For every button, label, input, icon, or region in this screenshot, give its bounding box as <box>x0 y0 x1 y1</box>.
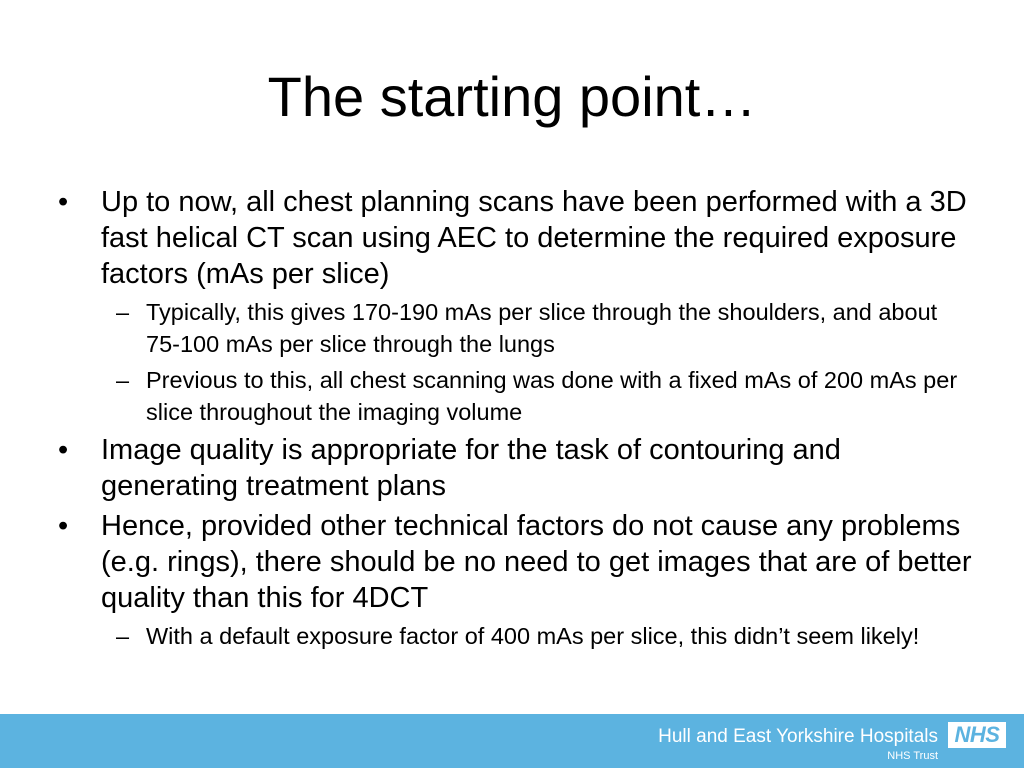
sub-bullet-marker: – <box>116 367 130 393</box>
org-name: Hull and East Yorkshire Hospitals <box>658 726 938 747</box>
bullet-text: Up to now, all chest planning scans have been performed with a 3D fast helical CT scan using AEC to determine the required exposure factors (mAs per slice) <box>101 186 967 290</box>
bullet-marker: • <box>58 510 69 542</box>
sub-bullet-item <box>56 620 976 652</box>
bullet-marker: • <box>58 186 69 218</box>
slide-title: The starting point… <box>267 65 757 128</box>
bullet-text: Image quality is appropriate for the task of contouring and generating treatment plans <box>101 434 841 502</box>
sub-bullet-text: Typically, this gives 170-190 mAs per slice through the shoulders, and about 75-100 mAs per slice through the lungs <box>146 299 938 357</box>
sub-bullet-item <box>56 364 976 428</box>
sub-bullet-text: With a default exposure factor of 400 mAs per slice, this didn’t seem likely! <box>146 623 920 649</box>
bullet-marker: • <box>58 434 69 466</box>
sub-bullet-item <box>56 296 976 360</box>
sub-bullet-text: Previous to this, all chest scanning was done with a fixed mAs of 200 mAs per slice throughout the imaging volume <box>146 367 958 425</box>
bullet-item <box>56 184 976 292</box>
bullet-text: Hence, provided other technical factors do not cause any problems (e.g. rings), there should be no need to get images that are of better quality than this for 4DCT <box>101 510 972 614</box>
bullet-item <box>56 432 976 504</box>
nhs-logo: NHS <box>948 722 1006 748</box>
slide-content <box>56 184 976 656</box>
footer-bar <box>0 714 1024 768</box>
sub-bullet-marker: – <box>116 623 130 649</box>
sub-bullet-marker: – <box>116 299 130 325</box>
org-subtitle: NHS Trust <box>887 750 938 762</box>
bullet-item <box>56 508 976 616</box>
